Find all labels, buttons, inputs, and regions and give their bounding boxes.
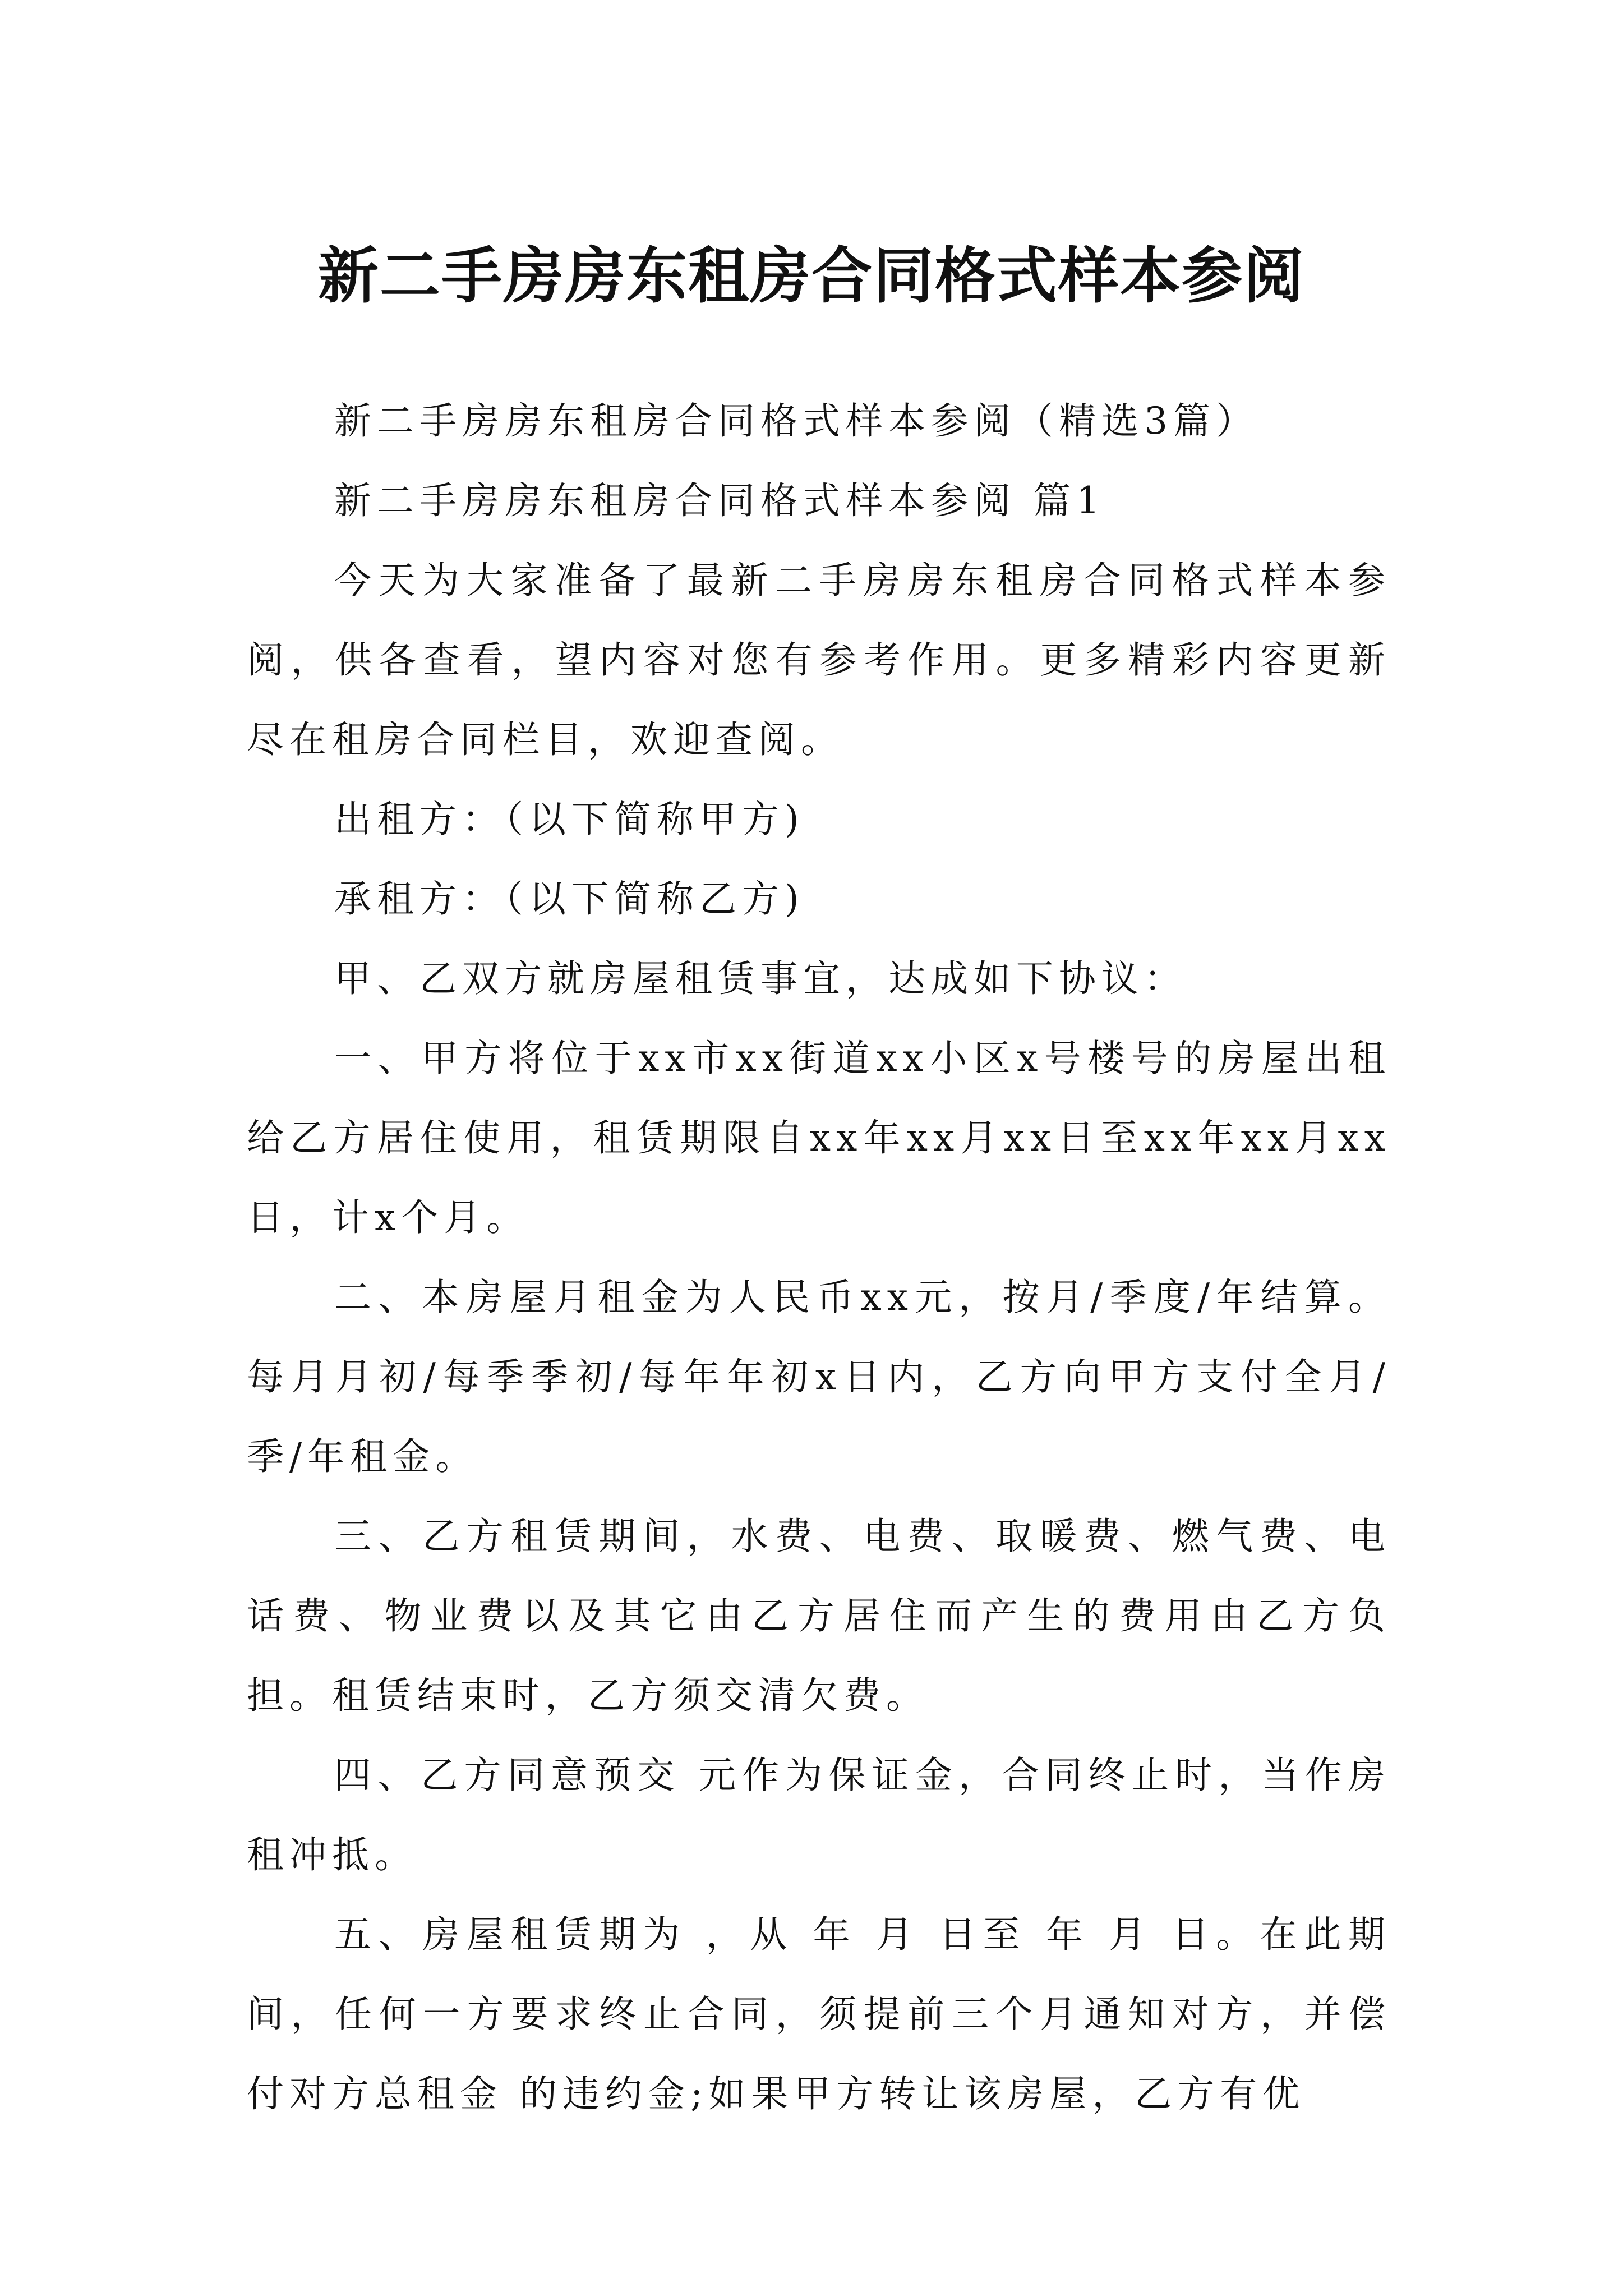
agreement-intro: 甲、乙双方就房屋租赁事宜，达成如下协议：: [334, 957, 1187, 1000]
document-subtitle: 新二手房房东租房合同格式样本参阅（精选3篇）: [334, 399, 1258, 443]
intro-paragraph: 今天为大家准备了最新二手房房东租房合同格式样本参阅，供各查看，望内容对您有参考作用。更多精彩内容更新尽在租房合同栏目，欢迎查阅。: [247, 559, 1391, 761]
clause-1: 一、甲方将位于xx市xx街道xx小区x号楼号的房屋出租给乙方居住使用，租赁期限自xx年xx月xx日至xx年xx月xx日，计x个月。: [247, 1037, 1391, 1239]
section-heading: 新二手房房东租房合同格式样本参阅 篇1: [334, 479, 1105, 522]
lessor-line: 出租方：（以下简称甲方): [334, 798, 805, 841]
clause-5: 五、房屋租赁期为 ，从 年 月 日至 年 月 日。在此期间，任何一方要求终止合同，须提前三个月通知对方，并偿付对方总租金 的违约金;如果甲方转让该房屋，乙方有优: [247, 1913, 1391, 2115]
clause-4: 四、乙方同意预交 元作为保证金，合同终止时，当作房租冲抵。: [247, 1754, 1391, 1876]
document-body: [247, 381, 1391, 2134]
document-title: 新二手房房东租房合同格式样本参阅: [317, 241, 1305, 312]
lessee-line: 承租方：（以下简称乙方): [334, 877, 805, 921]
clause-2: 二、本房屋月租金为人民币xx元，按月/季度/年结算。每月月初/每季季初/每年年初x日内，乙方向甲方支付全月/季/年租金。: [247, 1276, 1391, 1478]
clause-3: 三、乙方租赁期间，水费、电费、取暖费、燃气费、电话费、物业费以及其它由乙方居住而产生的费用由乙方负担。租赁结束时，乙方须交清欠费。: [247, 1515, 1391, 1717]
